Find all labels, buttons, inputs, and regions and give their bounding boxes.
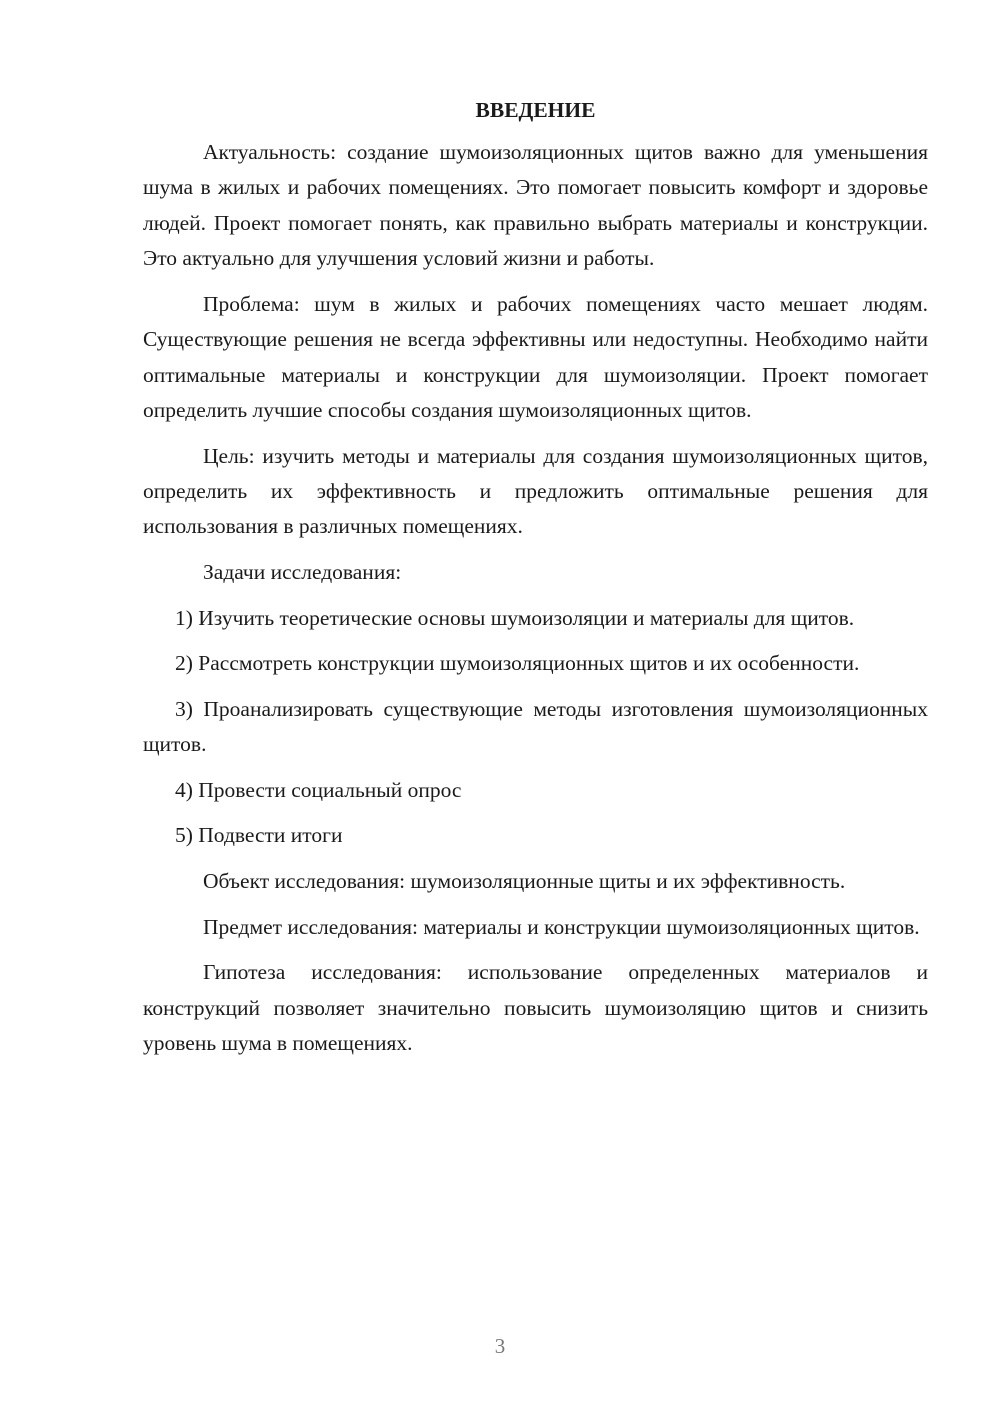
page-number: 3 [494,1334,506,1358]
list-item-task-2: 2) Рассмотреть конструкции шумоизоляционных щитов и их особенности. [175,651,860,676]
paragraph-subject: Предмет исследования: материалы и конструкции шумоизоляционных щитов. [203,914,920,939]
document-page [143,92,928,1072]
paragraph-tasks-heading: Задачи исследования: [203,560,402,585]
list-item-task-3: 3) Проанализировать существующие методы изготовления шумоизоляционных щитов. [143,696,928,757]
list-item-task-4: 4) Провести социальный опрос [175,777,462,802]
paragraph-goal: Цель: изучить методы и материалы для создания шумоизоляционных щитов, определить их эффективность и предложить оптимальные решения для использования в различных помещениях. [143,443,928,539]
list-item-task-5: 5) Подвести итоги [175,823,343,848]
paragraph-relevance: Актуальность: создание шумоизоляционных щитов важно для уменьшения шума в жилых и рабочих помещениях. Это помогает повысить комфорт и здоровье людей. Проект помогает понять, как правильно выбрать материалы и конструкции. Это актуально для улучшения условий жизни и работы. [143,140,928,271]
paragraph-problem: Проблема: шум в жилых и рабочих помещениях часто мешает людям. Существующие решения не всегда эффективны или недоступны. Необходимо найти оптимальные материалы и конструкции для шумоизоляции. Проект помогает определить лучшие способы создания шумоизоляционных щитов. [143,291,928,423]
list-item-task-1: 1) Изучить теоретические основы шумоизоляции и материалы для щитов. [175,605,855,630]
section-title: ВВЕДЕНИЕ [475,98,596,122]
paragraph-object: Объект исследования: шумоизоляционные щиты и их эффективность. [203,869,846,893]
paragraph-hypothesis: Гипотеза исследования: использование определенных материалов и конструкций позволяет значительно повысить шумоизоляцию щитов и снизить уровень шума в помещениях. [143,960,928,1055]
